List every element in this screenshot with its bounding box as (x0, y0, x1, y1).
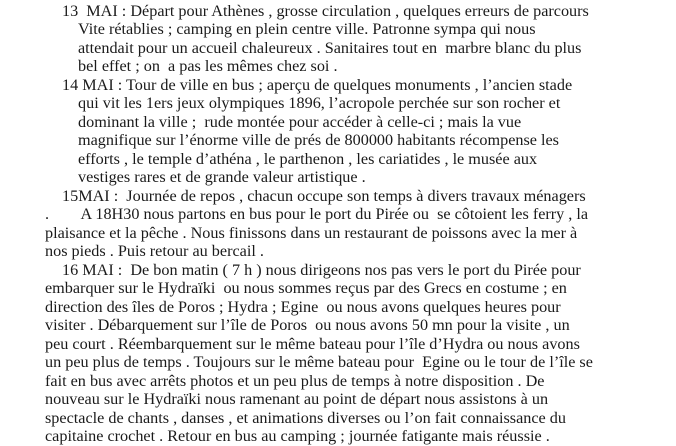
entry-16-line-9: spectacle de chants , danses , et animations diverses ou l’on fait connaissance du (45, 409, 566, 427)
entry-15-line-1: 15MAI : Journée de repos , chacun occupe son temps à divers travaux ménagers (62, 187, 586, 205)
entry-16-line-2: embarquer sur le Hydraïki ou nous sommes reçus par des Grecs en costume ; en (45, 279, 567, 297)
entry-16-line-8: nouveau sur le Hydraïki nous ramenant au point de départ nous assistons à un (45, 390, 549, 408)
entry-14-line-4: magnifique sur l’énorme ville de prés de 800000 habitants récompense les (78, 131, 559, 149)
entry-16-line-1: 16 MAI : De bon matin ( 7 h ) nous dirigeons nos pas vers le port du Pirée pour (62, 261, 581, 279)
entry-14-line-3: dominant la ville ; rude montée pour accéder à celle-ci ; mais la vue (78, 113, 522, 131)
entry-16-line-10: capitaine crochet . Retour en bus au camping ; journée fatigante mais réussie . (45, 427, 550, 445)
entry-16-line-5: peu court . Réembarquement sur le même bateau pour l’île d’Hydra ou nous avons (45, 335, 580, 353)
entry-14-line-5: efforts , le temple d’athéna , le parthenon , les cariatides , le musée aux (78, 150, 538, 168)
entry-13-line-2: Vite rétablies ; camping en plein centre ville. Patronne sympa qui nous (78, 20, 536, 38)
entry-14-line-6: vestiges rares et de grande valeur artistique . (78, 168, 366, 186)
entry-16-line-4: visiter . Débarquement sur l’île de Poros ou nous avons 50 mn pour la visite , un (45, 316, 570, 334)
entry-14-line-1: 14 MAI : Tour de ville en bus ; aperçu de quelques monuments , l’ancien stade (62, 76, 573, 94)
entry-16-line-3: direction des îles de Poros ; Hydra ; Egine ou nous avons quelques heures pour (45, 298, 561, 316)
entry-13-line-3: attendait pour un accueil chaleureux . Sanitaires tout en marbre blanc du plus (78, 39, 582, 57)
entry-13-line-1: 13 MAI : Départ pour Athènes , grosse circulation , quelques erreurs de parcours (62, 2, 589, 20)
entry-15-line-3: plaisance et la pêche . Nous finissons dans un restaurant de poissons avec la mer à (45, 224, 578, 242)
entry-14-line-2: qui vit les 1ers jeux olympiques 1896, l’acropole perchée sur son rocher et (78, 94, 561, 112)
entry-16-line-7: fait en bus avec arrêts photos et un peu plus de temps à notre disposition . De (45, 372, 545, 390)
entry-15-line-2: . A 18H30 nous partons en bus pour le port du Pirée ou se côtoient les ferry , la (45, 205, 589, 223)
entry-13-line-4: bel effet ; on a pas les mêmes chez soi . (78, 57, 338, 75)
entry-16-line-6: un peu plus de temps . Toujours sur le même bateau pour Egine ou le tour de l’île se (45, 353, 593, 371)
entry-15-line-4: nos pieds . Puis retour au bercail . (45, 242, 264, 260)
